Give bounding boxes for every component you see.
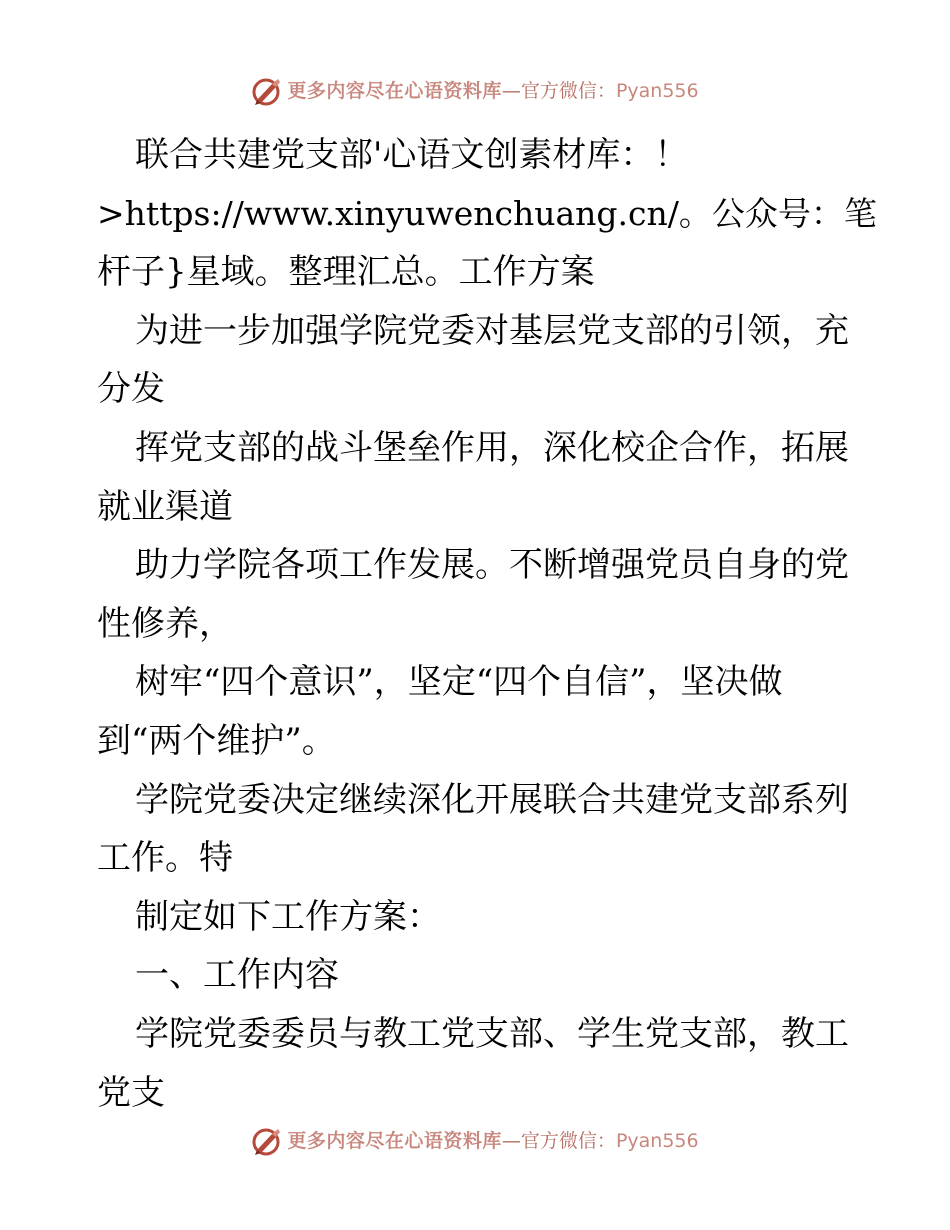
body-line: 性修养，	[97, 603, 233, 644]
body-line: 一、工作内容	[135, 955, 339, 996]
banner-separator: —	[501, 1130, 521, 1152]
body-line: 工作。特	[97, 838, 233, 879]
banner-contact-id: Pyan556	[615, 80, 699, 102]
body-line: 助力学院各项工作发展。不断增强党员自身的党	[135, 545, 849, 586]
body-line: 为进一步加强学院党委对基层党支部的引领，充	[135, 310, 849, 351]
banner-contact-label: 官方微信：	[520, 80, 616, 102]
footer-watermark-banner	[0, 1126, 950, 1156]
header-watermark-banner	[0, 76, 950, 106]
body-line: 党支	[97, 1072, 165, 1113]
banner-separator: —	[501, 80, 521, 102]
banner-main-text: 更多内容尽在心语资料库	[287, 1130, 502, 1152]
body-line: 学院党委决定继续深化开展联合共建党支部系列	[135, 779, 849, 820]
pen-logo-icon	[251, 76, 283, 106]
body-line: 杆子}星域。整理汇总。工作方案	[97, 252, 595, 293]
body-line: >https://www.xinyuwenchuang.cn/。公众号：笔	[97, 193, 877, 233]
pen-logo-icon	[251, 1126, 283, 1156]
banner-main-text: 更多内容尽在心语资料库	[287, 80, 502, 102]
body-line: 到“两个维护”。	[97, 720, 336, 761]
body-line: 树牢“四个意识”，坚定“四个自信”，坚决做	[135, 662, 783, 703]
document-body	[97, 126, 877, 1122]
body-line: 学院党委委员与教工党支部、学生党支部，教工	[135, 1013, 849, 1054]
body-line: 联合共建党支部'心语文创素材库：！	[135, 135, 689, 175]
body-line: 就业渠道	[97, 486, 233, 527]
banner-contact-label: 官方微信：	[520, 1130, 616, 1152]
body-line: 制定如下工作方案：	[135, 896, 441, 937]
banner-contact-id: Pyan556	[615, 1130, 699, 1152]
body-line: 分发	[97, 369, 165, 410]
body-line: 挥党支部的战斗堡垒作用，深化校企合作，拓展	[135, 427, 849, 468]
